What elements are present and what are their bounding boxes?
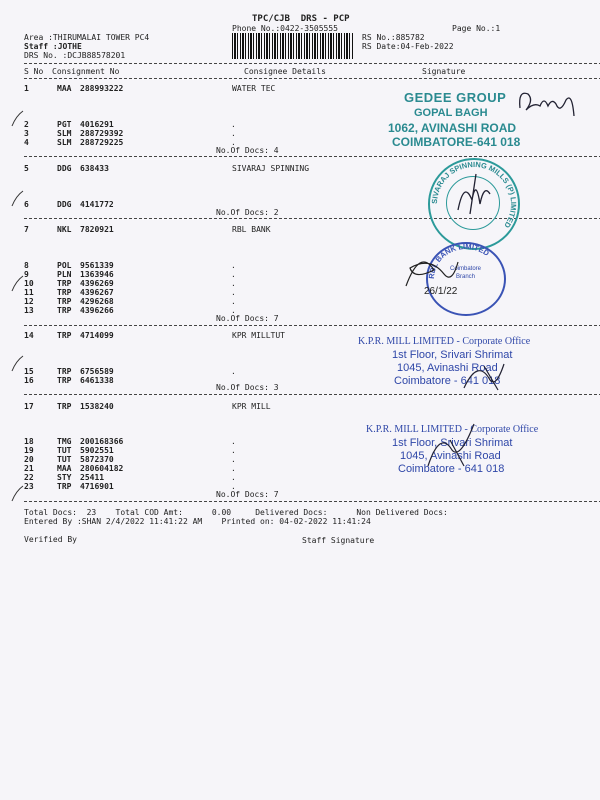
row-sno: 4 — [24, 138, 29, 147]
row-sno: 13 — [24, 306, 34, 315]
consignee-name: SIVARAJ SPINNING — [232, 164, 310, 173]
row-sno: 3 — [24, 129, 29, 138]
row-sno: 1 — [24, 84, 29, 93]
row-prefix: TRP — [57, 288, 72, 297]
row-number: 1538240 — [80, 402, 114, 411]
stamp-line: COIMBATORE-641 018 — [392, 135, 521, 149]
stamp-line: GEDEE GROUP — [404, 90, 507, 105]
divider — [24, 63, 600, 64]
row-prefix: TRP — [57, 367, 72, 376]
no-of-docs: No.Of Docs: 2 — [216, 208, 279, 217]
row-prefix: DDG — [57, 200, 72, 209]
document-title: TPC/CJB DRS - PCP — [252, 14, 350, 24]
row-prefix: TRP — [57, 482, 72, 491]
row-prefix: MAA — [57, 84, 72, 93]
row-sno: 21 — [24, 464, 34, 473]
row-number: 288729225 — [80, 138, 124, 147]
svg-text:SIVARAJ SPINNING MILLS (P) LIM: SIVARAJ SPINNING MILLS (P) LIMITED — [429, 159, 519, 230]
consignee-name: KPR MILL — [232, 402, 271, 411]
stamp-line: K.P.R. MILL LIMITED - Corporate Office — [366, 424, 539, 435]
consignee-name: WATER TEC — [232, 84, 276, 93]
row-number: 288729392 — [80, 129, 124, 138]
row-number: 5902551 — [80, 446, 114, 455]
divider — [24, 78, 600, 79]
row-sno: 14 — [24, 331, 34, 340]
no-of-docs: No.Of Docs: 7 — [216, 490, 279, 499]
row-sno: 6 — [24, 200, 29, 209]
handwritten-signature — [400, 250, 460, 300]
stamp-line: 1045, Avinashi Road — [397, 362, 498, 374]
row-sno: 7 — [24, 225, 29, 234]
svg-text:RBL BANK LIMITED: RBL BANK LIMITED — [426, 241, 491, 280]
row-sno: 8 — [24, 261, 29, 270]
row-number: 4141772 — [80, 200, 114, 209]
stamp-line: GOPAL BAGH — [414, 107, 488, 119]
row-prefix: MAA — [57, 464, 72, 473]
column-signature: Signature — [422, 67, 466, 76]
handwritten-signature — [420, 420, 480, 470]
area-label: Area :THIRUMALAI TOWER PC4 — [24, 33, 150, 42]
consignee-name: RBL BANK — [232, 225, 271, 234]
row-number: 4296268 — [80, 297, 114, 306]
row-sno: 5 — [24, 164, 29, 173]
tick-mark — [10, 485, 24, 503]
column-consignee: Consignee Details — [244, 67, 326, 76]
row-prefix: PLN — [57, 270, 72, 279]
footer-summary: Total Docs: 23 Total COD Amt: 0.00 Delivered Docs: Non Delivered Docs: — [24, 508, 448, 517]
dot-marks: . — [231, 367, 236, 376]
row-prefix: TMG — [57, 437, 72, 446]
stamp-line: 1st Floor, Srivari Shrimat — [392, 349, 513, 361]
row-prefix: TRP — [57, 306, 72, 315]
row-sno: 9 — [24, 270, 29, 279]
stamp-line: Branch — [456, 274, 476, 280]
tick-mark — [10, 355, 24, 373]
row-sno: 23 — [24, 482, 34, 491]
row-sno: 2 — [24, 120, 29, 129]
tick-mark — [10, 190, 24, 208]
row-sno: 17 — [24, 402, 34, 411]
page-number: Page No.:1 — [452, 24, 501, 33]
handwritten-signature — [460, 358, 510, 392]
row-prefix: TUT — [57, 455, 72, 464]
row-number: 4396266 — [80, 306, 114, 315]
dot-marks: . . . — [231, 120, 236, 147]
tick-mark — [10, 275, 24, 293]
row-sno: 22 — [24, 473, 34, 482]
no-of-docs: No.Of Docs: 7 — [216, 314, 279, 323]
drs-number: DRS No. :DCJB88578201 — [24, 51, 126, 60]
stamp-date: 26/1/22 — [424, 286, 458, 297]
row-sno: 18 — [24, 437, 34, 446]
row-number: 280604182 — [80, 464, 124, 473]
row-prefix: NKL — [57, 225, 72, 234]
row-prefix: SLM — [57, 138, 72, 147]
row-number: 4396269 — [80, 279, 114, 288]
row-sno: 19 — [24, 446, 34, 455]
stamp-line: 1045, Avinashi Road — [400, 450, 501, 462]
rs-number: RS No.:885782 — [362, 33, 425, 42]
no-of-docs: No.Of Docs: 3 — [216, 383, 279, 392]
staff-signature: Staff Signature — [302, 536, 375, 545]
row-number: 9561339 — [80, 261, 114, 270]
dot-marks: . . . . . . — [231, 437, 236, 491]
row-number: 200168366 — [80, 437, 124, 446]
row-number: 288993222 — [80, 84, 124, 93]
row-sno: 20 — [24, 455, 34, 464]
stamp-line: Coimbatore — [450, 266, 482, 272]
handwritten-signature — [514, 86, 584, 120]
verified-by: Verified By — [24, 535, 77, 544]
row-sno: 10 — [24, 279, 34, 288]
tick-mark — [10, 110, 24, 128]
stamp-line: 1st Floor, Srivari Shrimat — [392, 437, 513, 449]
row-prefix: POL — [57, 261, 72, 270]
row-prefix: DDG — [57, 164, 72, 173]
consignee-name: KPR MILLTUT — [232, 331, 285, 340]
row-number: 6756589 — [80, 367, 114, 376]
row-sno: 11 — [24, 288, 34, 297]
dot-marks: . . . . . . — [231, 261, 236, 315]
row-number: 1363946 — [80, 270, 114, 279]
row-prefix: TRP — [57, 331, 72, 340]
row-prefix: TRP — [57, 376, 72, 385]
divider — [24, 325, 600, 326]
row-number: 638433 — [80, 164, 109, 173]
row-number: 4716901 — [80, 482, 114, 491]
row-sno: 12 — [24, 297, 34, 306]
stamp-line: Coimbatore - 641 018 — [398, 463, 505, 475]
barcode — [232, 33, 354, 59]
row-number: 4714099 — [80, 331, 114, 340]
column-sno: S No — [24, 67, 44, 76]
divider — [24, 156, 600, 157]
row-number: 5872370 — [80, 455, 114, 464]
stamp-line: Coimbatore - 641 018 — [394, 375, 501, 387]
row-number: 4016291 — [80, 120, 114, 129]
row-prefix: TRP — [57, 279, 72, 288]
divider — [24, 501, 600, 502]
row-number: 6461338 — [80, 376, 114, 385]
no-of-docs: No.Of Docs: 4 — [216, 146, 279, 155]
phone-number: Phone No.:0422-3505555 — [232, 24, 338, 33]
row-prefix: SLM — [57, 129, 72, 138]
rs-date: RS Date:04-Feb-2022 — [362, 42, 454, 51]
row-prefix: TRP — [57, 402, 72, 411]
row-prefix: STY — [57, 473, 72, 482]
stamp-line: K.P.R. MILL LIMITED - Corporate Office — [358, 336, 531, 347]
stamp-line: 1062, AVINASHI ROAD — [388, 121, 517, 135]
row-number: 7820921 — [80, 225, 114, 234]
divider — [24, 394, 600, 395]
handwritten-signature — [450, 170, 500, 220]
row-prefix: TRP — [57, 297, 72, 306]
staff-label: Staff :JOTHE — [24, 42, 82, 51]
column-consignment: Consignment No — [52, 67, 120, 76]
row-number: 25411 — [80, 473, 105, 482]
row-prefix: TUT — [57, 446, 72, 455]
row-prefix: PGT — [57, 120, 72, 129]
row-sno: 15 — [24, 367, 34, 376]
footer-entered: Entered By :SHAN 2/4/2022 11:41:22 AM Printed on: 04-02-2022 11:41:24 — [24, 517, 371, 526]
row-number: 4396267 — [80, 288, 114, 297]
row-sno: 16 — [24, 376, 34, 385]
